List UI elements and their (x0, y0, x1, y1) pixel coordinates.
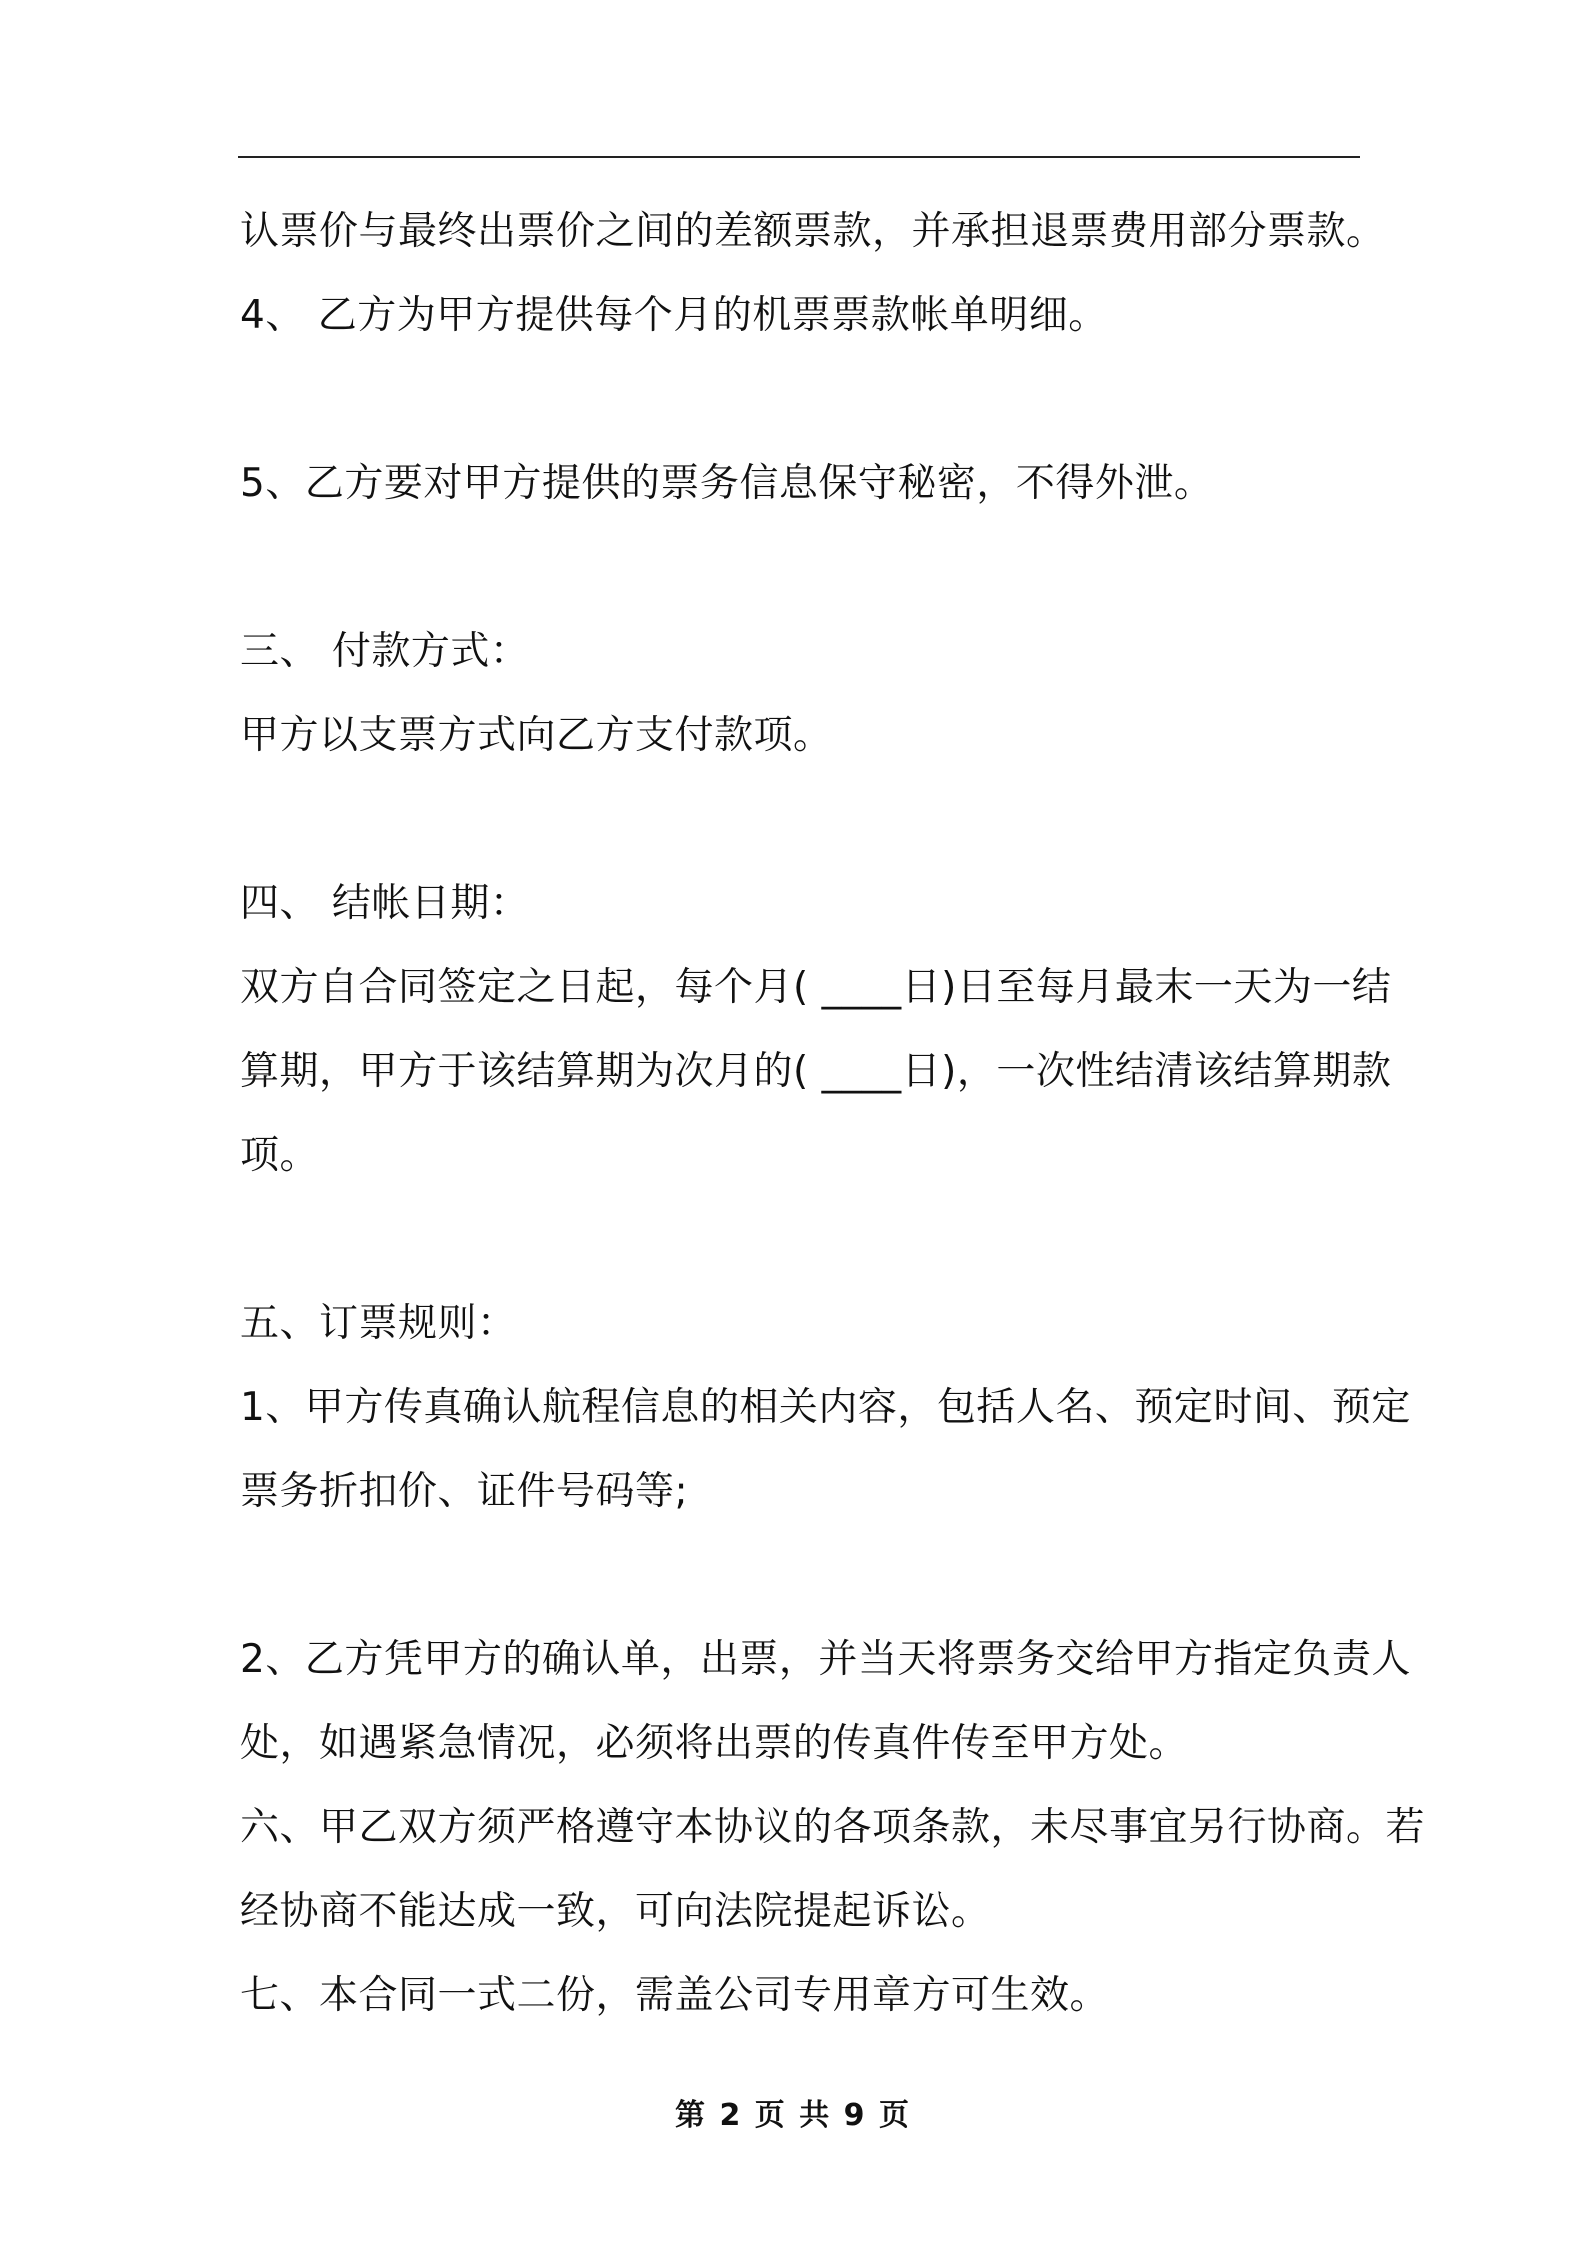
paragraph-gap (240, 778, 1360, 862)
clause-item-5: 5、乙方要对甲方提供的票务信息保守秘密，不得外泄。 (240, 461, 1214, 506)
clause-item-4: 4、 乙方为甲方提供每个月的机票票款帐单明细。 (240, 293, 1108, 338)
booking-rule-1-line: 1、甲方传真确认航程信息的相关内容，包括人名、预定时间、预定 (240, 1385, 1411, 1430)
booking-rule-2-line: 处，如遇紧急情况，必须将出票的传真件传至甲方处。 (240, 1721, 1189, 1766)
paragraph-gap (240, 358, 1360, 442)
section-six-line: 六、甲乙双方须严格遵守本协议的各项条款，未尽事宜另行协商。若 (240, 1805, 1426, 1850)
document-body (240, 190, 1426, 2038)
paragraph-gap (240, 1198, 1360, 1282)
payment-text: 甲方以支票方式向乙方支付款项。 (240, 713, 833, 758)
page-number-footer: 第 2 页 共 9 页 (675, 2098, 911, 2133)
paragraph-gap (240, 526, 1360, 610)
section-heading-settlement: 四、 结帐日期： (240, 881, 530, 926)
settlement-text-line: 双方自合同签定之日起，每个月( ____日)日至每月最末一天为一结 (240, 965, 1392, 1010)
booking-rule-2-line: 2、乙方凭甲方的确认单，出票，并当天将票务交给甲方指定负责人 (240, 1637, 1411, 1682)
section-heading-payment: 三、 付款方式： (240, 629, 530, 674)
clause-text-line: 认票价与最终出票价之间的差额票款，并承担退票费用部分票款。 (240, 209, 1386, 254)
settlement-text-line: 项。 (240, 1133, 320, 1178)
section-six-line: 经协商不能达成一致，可向法院提起诉讼。 (240, 1889, 991, 1934)
booking-rule-1-line: 票务折扣价、证件号码等; (240, 1469, 689, 1514)
section-seven-line: 七、本合同一式二份，需盖公司专用章方可生效。 (240, 1973, 1110, 2018)
section-heading-booking-rules: 五、订票规则： (240, 1301, 517, 1346)
paragraph-gap (240, 1534, 1360, 1618)
settlement-text-line: 算期，甲方于该结算期为次月的( ____日)，一次性结清该结算期款 (240, 1049, 1392, 1094)
header-rule (238, 156, 1360, 158)
